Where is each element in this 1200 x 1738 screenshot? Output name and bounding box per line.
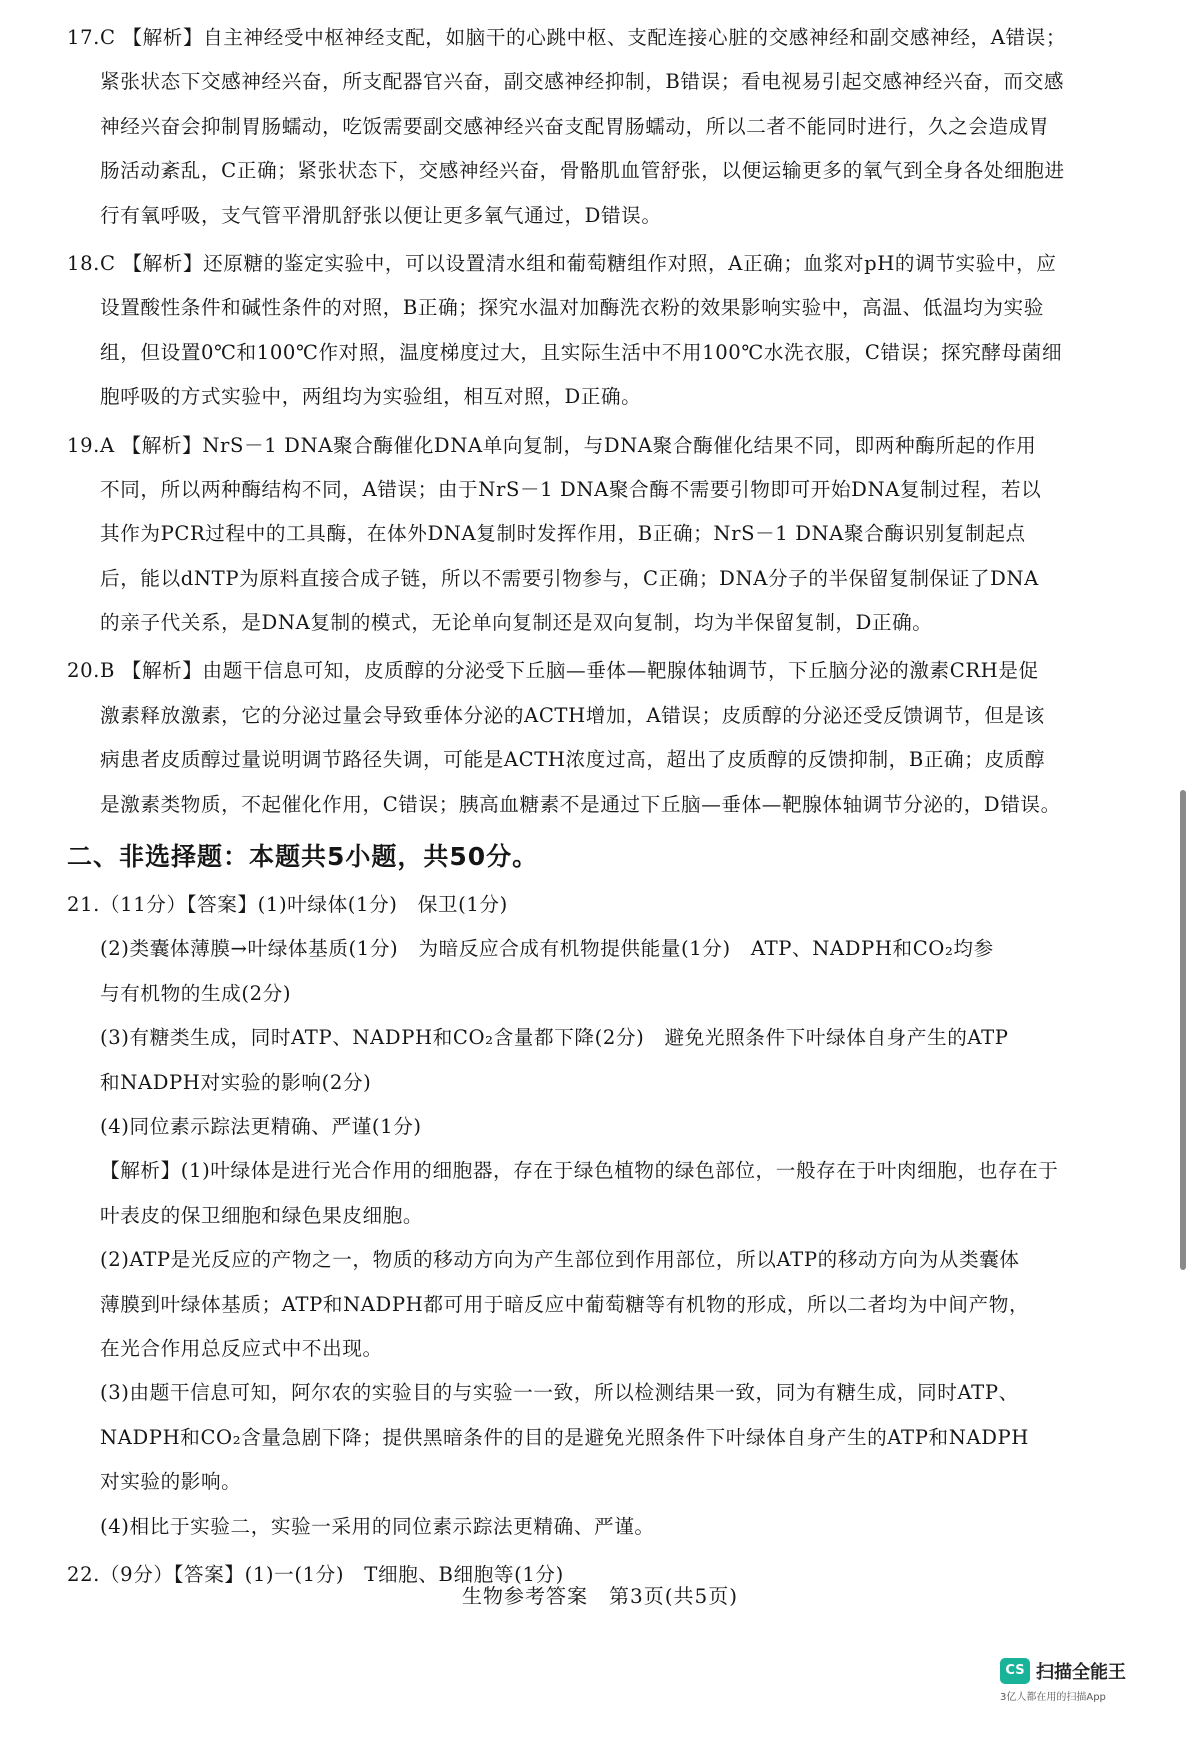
answer-line: 后，能以dNTP为原料直接合成子链，所以不需要引物参与，C正确；DNA分子的半保留复制保证了DNA xyxy=(100,566,1039,590)
answer-line: 病患者皮质醇过量说明调节路径失调，可能是ACTH浓度过高，超出了皮质醇的反馈抑制，B正确；皮质醇 xyxy=(100,748,1046,772)
answer-line: 22.（9分）【答案】(1)一(1分) T细胞、B细胞等(1分) xyxy=(67,1562,564,1586)
answer-line: (2)类囊体薄膜→叶绿体基质(1分) 为暗反应合成有机物提供能量(1分) ATP、NADPH和CO₂均参 xyxy=(100,937,994,961)
answer-21 xyxy=(67,883,1147,1549)
answer-line: 17.C 【解析】自主神经受中枢神经支配，如脑干的心跳中枢、支配连接心脏的交感神经和副交感神经，A错误； xyxy=(67,26,1067,49)
answer-line: 神经兴奋会抑制胃肠蠕动，吃饭需要副交感神经兴奋支配胃肠蠕动，所以二者不能同时进行，久之会造成胃 xyxy=(100,114,1050,138)
watermark-brand: 扫描全能王 xyxy=(1036,1662,1126,1683)
explanation-line: 对实验的影响。 xyxy=(100,1470,242,1494)
answer-line: 和NADPH对实验的影响(2分) xyxy=(100,1070,372,1094)
explanation-line: 在光合作用总反应式中不出现。 xyxy=(100,1336,383,1360)
answer-line: 18.C 【解析】还原糖的鉴定实验中，可以设置清水组和葡萄糖组作对照，A正确；血浆对pH的调节实验中，应 xyxy=(67,251,1057,275)
answer-line: 行有氧呼吸，支气管平滑肌舒张以便让更多氧气通过，D错误。 xyxy=(100,203,662,227)
page-footer: 生物参考答案 第3页(共5页) xyxy=(461,1584,739,1608)
answer-line: 组，但设置0℃和100℃作对照，温度梯度过大，且实际生活中不用100℃水洗衣服，C错误；探究酵母菌细 xyxy=(100,340,1063,364)
answer-20 xyxy=(67,649,1147,827)
explanation-line: 【解析】(1)叶绿体是进行光合作用的细胞器，存在于绿色植物的绿色部位，一般存在于叶肉细胞，也存在于 xyxy=(100,1159,1059,1183)
answer-content xyxy=(67,16,1147,1601)
answer-17 xyxy=(67,16,1147,238)
explanation-line: (3)由题干信息可知，阿尔农的实验目的与实验一一致，所以检测结果一致，同为有糖生成，同时ATP、 xyxy=(100,1381,1019,1405)
answer-line: 紧张状态下交感神经兴奋，所支配器官兴奋，副交感神经抑制，B错误；看电视易引起交感神经兴奋，而交感 xyxy=(100,70,1065,94)
answer-line: 19.A 【解析】NrS－1 DNA聚合酶催化DNA单向复制，与DNA聚合酶催化结果不同，即两种酶所起的作用 xyxy=(67,433,1037,457)
answer-line: 的亲子代关系，是DNA复制的模式，无论单向复制还是双向复制，均为半保留复制，D正确。 xyxy=(100,611,933,635)
scanner-watermark xyxy=(1000,1658,1126,1703)
answer-line: 20.B 【解析】由题干信息可知，皮质醇的分泌受下丘脑—垂体—靶腺体轴调节，下丘脑分泌的激素CRH是促 xyxy=(67,659,1039,683)
answer-line: (4)同位素示踪法更精确、严谨(1分) xyxy=(100,1114,422,1138)
explanation-line: 薄膜到叶绿体基质；ATP和NADPH都可用于暗反应中葡萄糖等有机物的形成，所以二者均为中间产物， xyxy=(100,1292,1030,1316)
answer-line: 不同，所以两种酶结构不同，A错误；由于NrS－1 DNA聚合酶不需要引物即可开始DNA复制过程，若以 xyxy=(100,477,1042,501)
answer-line: 设置酸性条件和碱性条件的对照，B正确；探究水温对加酶洗衣粉的效果影响实验中，高温、低温均为实验 xyxy=(100,296,1044,320)
explanation-line: NADPH和CO₂含量急剧下降；提供黑暗条件的目的是避免光照条件下叶绿体自身产生的ATP和NADPH xyxy=(100,1425,1029,1449)
scrollbar[interactable] xyxy=(1180,790,1186,1270)
answer-line: 与有机物的生成(2分) xyxy=(100,981,292,1005)
answer-line: 21.（11分）【答案】(1)叶绿体(1分) 保卫(1分) xyxy=(67,893,508,917)
explanation-line: 叶表皮的保卫细胞和绿色果皮细胞。 xyxy=(100,1203,424,1227)
answer-line: 是激素类物质，不起催化作用，C错误；胰高血糖素不是通过下丘脑—垂体—靶腺体轴调节分泌的，D错误。 xyxy=(100,792,1061,816)
answer-line: 激素释放激素，它的分泌过量会导致垂体分泌的ACTH增加，A错误；皮质醇的分泌还受反馈调节，但是该 xyxy=(100,703,1045,727)
answer-line: 胞呼吸的方式实验中，两组均为实验组，相互对照，D正确。 xyxy=(100,385,642,409)
answer-line: 其作为PCR过程中的工具酶，在体外DNA复制时发挥作用，B正确；NrS－1 DNA聚合酶识别复制起点 xyxy=(100,522,1026,546)
section-heading: 二、非选择题：本题共5小题，共50分。 xyxy=(67,842,539,872)
explanation-line: (2)ATP是光反应的产物之一，物质的移动方向为产生部位到作用部位，所以ATP的移动方向为从类囊体 xyxy=(100,1248,1020,1272)
camscanner-logo-icon: CS xyxy=(1000,1658,1030,1684)
watermark-tagline: 3亿人都在用的扫描App xyxy=(1000,1692,1106,1703)
explanation-line: (4)相比于实验二，实验一采用的同位素示踪法更精确、严谨。 xyxy=(100,1514,655,1538)
answer-line: (3)有糖类生成，同时ATP、NADPH和CO₂含量都下降(2分) 避免光照条件下叶绿体自身产生的ATP xyxy=(100,1026,1009,1050)
answer-19 xyxy=(67,424,1147,646)
answer-18 xyxy=(67,242,1147,420)
answer-line: 肠活动紊乱，C正确；紧张状态下，交感神经兴奋，骨骼肌血管舒张，以便运输更多的氧气到全身各处细胞进 xyxy=(100,159,1065,183)
